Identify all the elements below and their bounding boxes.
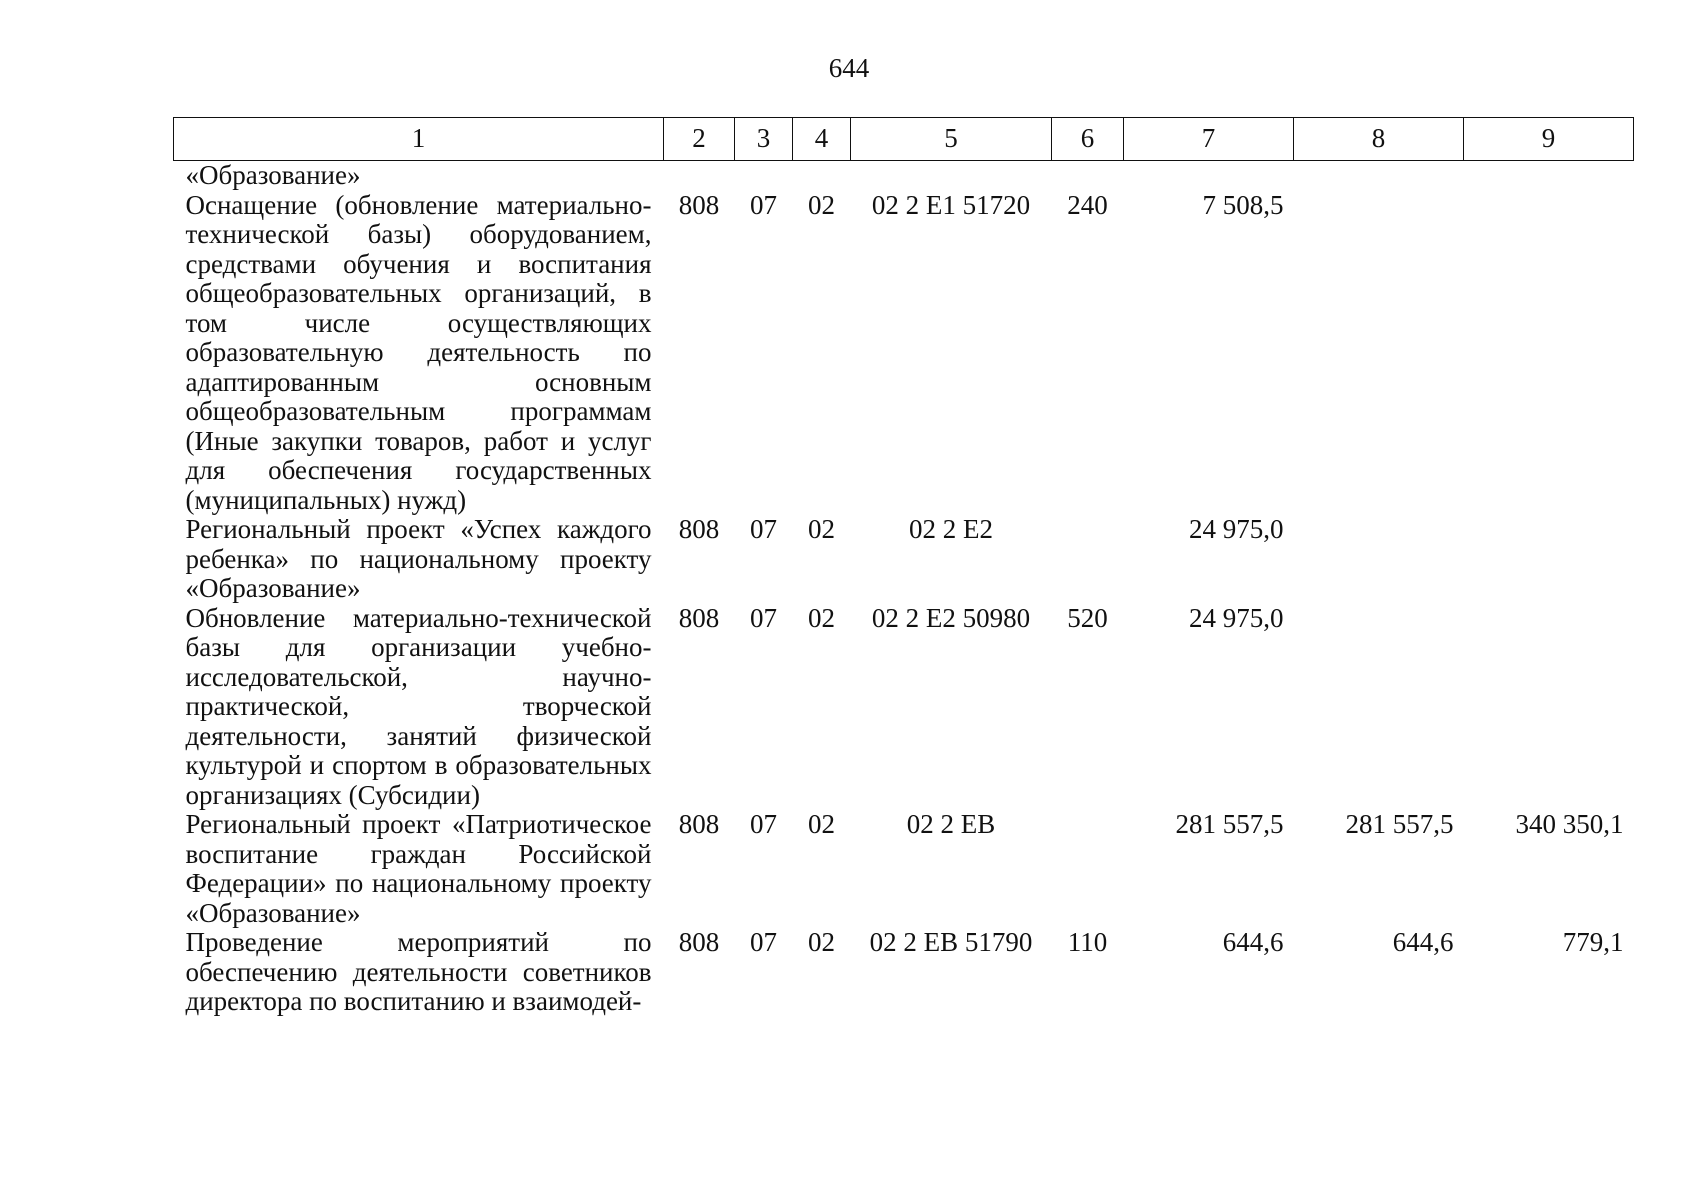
department-code: 808	[678, 514, 720, 544]
amount-col9: 779,1	[1562, 927, 1624, 957]
carry-over-row	[174, 161, 1634, 191]
amount-col8	[1294, 191, 1464, 516]
subsection-code: 02	[808, 189, 835, 220]
section-code: 07	[750, 809, 777, 839]
subsection-code: 02	[808, 927, 835, 957]
department-code: 808	[678, 189, 720, 220]
column-header: 5	[851, 118, 1052, 161]
amount-col8: 281 557,5	[1345, 809, 1454, 839]
target-article-code: 02 2 ЕВ	[906, 809, 996, 839]
department-code: 808	[678, 809, 720, 839]
expense-type-code	[1052, 810, 1124, 928]
column-number-header	[174, 118, 1634, 161]
department-code: 808	[678, 602, 720, 633]
column-header: 2	[664, 118, 735, 161]
page-number: 644	[828, 53, 870, 83]
amount-col7: 644,6	[1222, 927, 1284, 957]
amount-col9	[1464, 515, 1634, 604]
expense-type-code: 240	[1067, 189, 1108, 220]
column-header: 1	[174, 118, 664, 161]
subsection-code: 02	[808, 514, 835, 544]
table-row	[174, 191, 1634, 516]
target-article-code: 02 2 Е2 50980	[871, 602, 1031, 633]
amount-col9: 340 350,1	[1515, 809, 1624, 839]
row-name: Региональный проект «Успех каждого ребенка» по национальному проекту «Образование»	[185, 514, 652, 603]
row-name: Оснащение (обновление материально-технической базы) оборудованием, средствами обучения и воспитания общеобразовательных организаций, в том числе осуществляющих образовательную деятельность по адаптированным основным общеобразовательным программам (Иные закупки товаров, работ и услуг для обеспечения государственных (муниципальных) нужд)	[185, 189, 652, 515]
column-header: 9	[1464, 118, 1634, 161]
row-name: Региональный проект «Патриотическое воспитание граждан Российской Федерации» по национальному проекту «Образование»	[185, 809, 652, 928]
target-article-code: 02 2 Е1 51720	[871, 189, 1031, 220]
department-code: 808	[678, 927, 720, 957]
carry-over-text: «Образование»	[185, 160, 361, 190]
column-header: 6	[1052, 118, 1124, 161]
section-code: 07	[750, 927, 777, 957]
amount-col8	[1294, 604, 1464, 811]
amount-col7: 24 975,0	[1189, 514, 1284, 544]
target-article-code: 02 2 Е2	[909, 514, 993, 544]
target-article-code: 02 2 ЕВ 51790	[869, 927, 1033, 957]
column-header: 8	[1294, 118, 1464, 161]
table-row	[174, 810, 1634, 928]
table-row	[174, 928, 1634, 1017]
amount-col8: 644,6	[1392, 927, 1454, 957]
subsection-code: 02	[808, 809, 835, 839]
column-header: 4	[793, 118, 851, 161]
section-code: 07	[750, 602, 777, 633]
expense-type-code: 520	[1067, 602, 1108, 633]
row-name: Проведение мероприятий по обеспечению деятельности советников директора по воспитанию и взаимодей-	[185, 927, 652, 1016]
column-header: 7	[1124, 118, 1294, 161]
section-code: 07	[750, 514, 777, 544]
row-name: Обновление материально-технической базы для организации учебно-исследовательской, научно-практической, творческой деятельности, занятий физической культурой и спортом в образовательных организациях (Субсидии)	[185, 602, 652, 810]
amount-col7: 24 975,0	[1189, 602, 1284, 633]
subsection-code: 02	[808, 602, 835, 633]
section-code: 07	[750, 189, 777, 220]
table-row	[174, 515, 1634, 604]
amount-col9	[1464, 191, 1634, 516]
amount-col7: 281 557,5	[1175, 809, 1284, 839]
expense-type-code: 110	[1067, 927, 1108, 957]
column-header: 3	[735, 118, 793, 161]
amount-col7: 7 508,5	[1202, 189, 1284, 220]
amount-col8	[1294, 515, 1464, 604]
table-row	[174, 604, 1634, 811]
amount-col9	[1464, 604, 1634, 811]
budget-table	[173, 117, 1634, 1017]
expense-type-code	[1052, 515, 1124, 604]
